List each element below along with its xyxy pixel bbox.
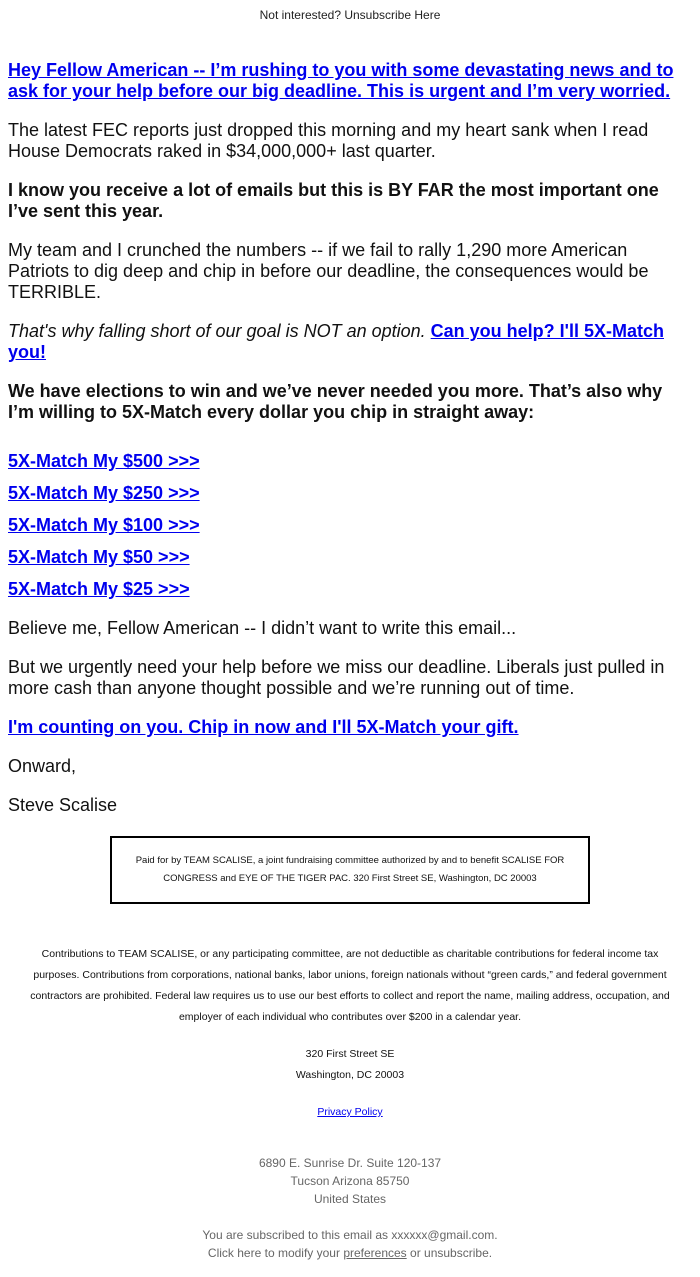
donation-item xyxy=(8,547,692,568)
email-body xyxy=(0,30,700,1262)
can-you-help-link[interactable]: Can you help? I'll 5X-Match you! xyxy=(8,321,664,362)
privacy-policy-link[interactable]: Privacy Policy xyxy=(317,1106,383,1118)
paid-for-disclaimer-box: Paid for by TEAM SCALISE, a joint fundraising committee authorized by and to benefit SCALISE FOR CONGRESS and EYE OF THE TIGER PAC. 320 First Street SE, Washington, DC 20003 xyxy=(110,836,590,904)
donate-100-link[interactable]: 5X-Match My $100 >>> xyxy=(8,515,200,535)
mail-line: 6890 E. Sunrise Dr. Suite 120-137 xyxy=(258,1156,442,1170)
donation-item xyxy=(8,451,692,472)
headline xyxy=(8,60,692,102)
donate-25-link[interactable]: 5X-Match My $25 >>> xyxy=(8,579,190,599)
unsubscribe-link[interactable]: Not interested? Unsubscribe Here xyxy=(259,8,441,22)
privacy-policy-row xyxy=(8,1086,692,1118)
headline-link[interactable]: Hey Fellow American -- I’m rushing to you with some devastating news and to ask for your help before our big deadline. This is urgent and I’m very worried. xyxy=(8,60,674,101)
donate-250-link[interactable]: 5X-Match My $250 >>> xyxy=(8,483,200,503)
subscription-notice xyxy=(8,1208,692,1262)
donation-item xyxy=(8,579,692,600)
address-line: Washington, DC 20003 xyxy=(295,1069,405,1081)
goal-italic-text: That's why falling short of our goal is NOT an option. xyxy=(8,321,426,341)
donation-item xyxy=(8,515,692,536)
mail-line: Tucson Arizona 85750 xyxy=(290,1174,410,1188)
donation-links xyxy=(8,441,692,600)
signoff: Onward, xyxy=(8,756,77,776)
closing-cta xyxy=(8,717,692,738)
modify-prefix[interactable]: Click here to modify your xyxy=(207,1246,340,1260)
contribution-disclaimer: Contributions to TEAM SCALISE, or any participating committee, are not deductible as charitable contributions for federal income tax purposes. Contributions from corporations, national banks, labor unions, foreign nationals without “green cards,” and federal government contractors are prohibited. Federal law requires us to use our best efforts to collect and report the name, mailing address, occupation, and employer of each individual who contributes over $200 in a calendar year. xyxy=(30,948,670,1023)
donate-50-link[interactable]: 5X-Match My $50 >>> xyxy=(8,547,190,567)
paragraph-believe-me: Believe me, Fellow American -- I didn’t want to write this email... xyxy=(8,618,517,638)
mailing-address xyxy=(8,1118,692,1208)
unsubscribe-bar xyxy=(0,0,700,30)
donate-500-link[interactable]: 5X-Match My $500 >>> xyxy=(8,451,200,471)
paragraph-urgent: But we urgently need your help before we miss our deadline. Liberals just pulled in more cash than anyone thought possible and we’re running out of time. xyxy=(8,657,665,698)
paragraph-goal xyxy=(8,321,692,363)
paragraph-fec: The latest FEC reports just dropped this morning and my heart sank when I read House Democrats raked in $34,000,000+ last quarter. xyxy=(8,120,649,161)
donation-item xyxy=(8,483,692,504)
address-line: 320 First Street SE xyxy=(305,1048,395,1060)
mail-line: United States xyxy=(313,1192,387,1206)
modify-preferences-line xyxy=(8,1244,692,1262)
chip-in-link[interactable]: I'm counting on you. Chip in now and I'll 5X-Match your gift. xyxy=(8,717,519,737)
modify-suffix[interactable]: or unsubscribe. xyxy=(410,1246,493,1260)
paragraph-elections: We have elections to win and we’ve never needed you more. That’s also why I’m willing to 5X-Match every dollar you chip in straight away: xyxy=(8,381,663,422)
preferences-link[interactable]: preferences xyxy=(343,1246,407,1260)
committee-address xyxy=(8,1028,692,1086)
paragraph-numbers: My team and I crunched the numbers -- if we fail to rally 1,290 more American Patriots to dig deep and chip in before our deadline, the consequences would be TERRIBLE. xyxy=(8,240,649,302)
paragraph-important: I know you receive a lot of emails but this is BY FAR the most important one I’ve sent this year. xyxy=(8,180,659,221)
signature: Steve Scalise xyxy=(8,795,118,815)
subscribed-email-text: You are subscribed to this email as xxxxxx@gmail.com. xyxy=(202,1228,498,1242)
